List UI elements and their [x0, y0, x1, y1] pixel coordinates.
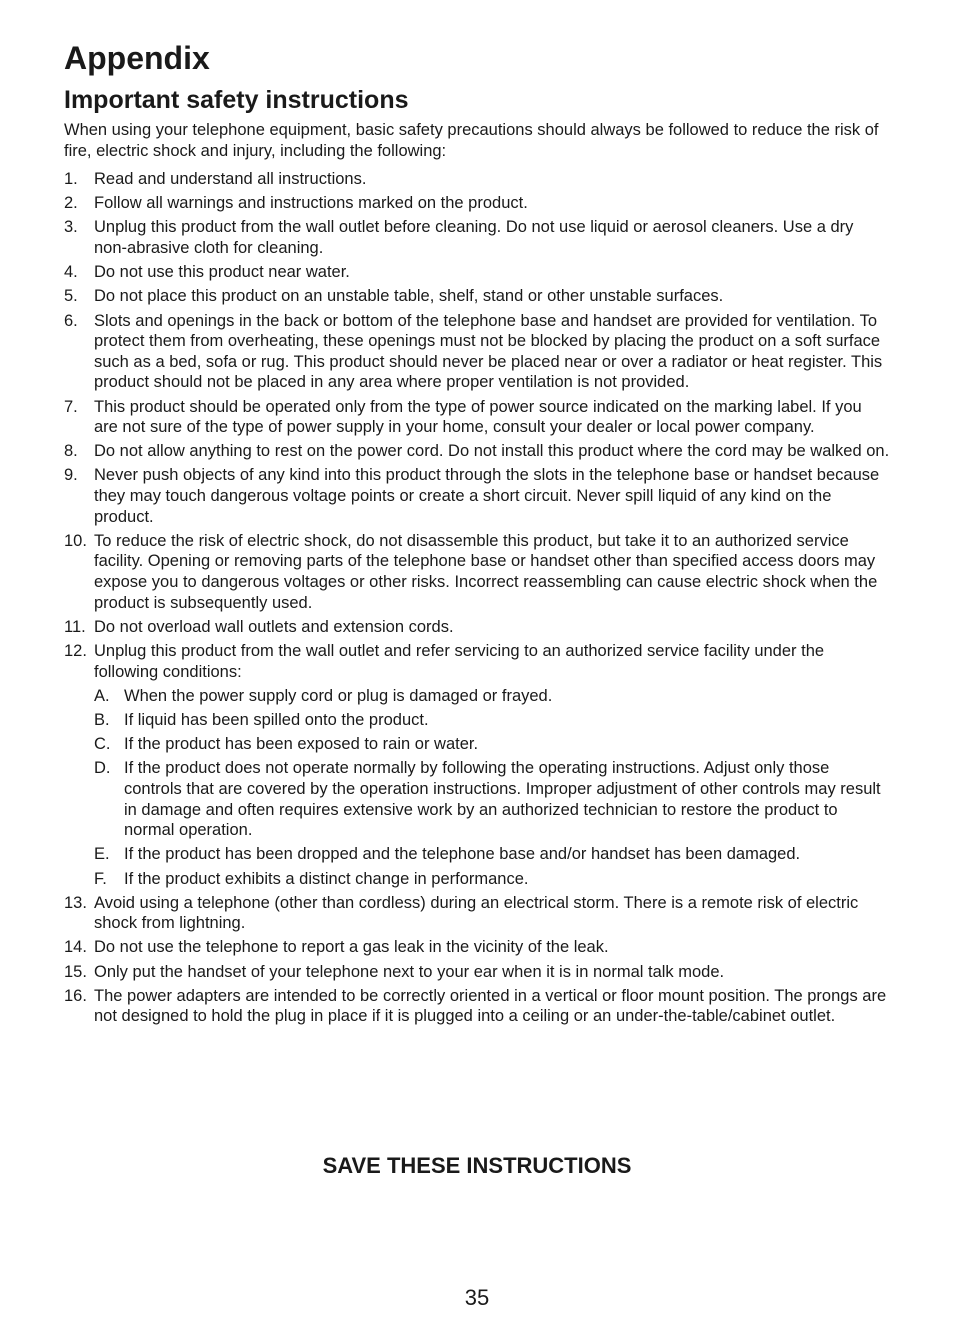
list-item	[64, 531, 890, 613]
item-letter: B.	[94, 710, 110, 729]
list-item	[64, 217, 890, 258]
list-item	[64, 893, 890, 934]
sub-list-item	[94, 686, 890, 707]
item-number: 5.	[64, 287, 78, 306]
item-text: Do not allow anything to rest on the power cord. Do not install this product where the cord may be walked on.	[94, 442, 890, 461]
item-number: 13.	[64, 893, 87, 912]
page-title: Appendix	[64, 40, 210, 76]
list-item	[64, 397, 890, 438]
save-instructions-heading: SAVE THESE INSTRUCTIONS	[322, 1153, 632, 1178]
item-text: To reduce the risk of electric shock, do not disassemble this product, but take it to an authorized service facility. Opening or removing parts of the telephone base or handset other than specified access doors may expose you to dangerous voltages or other risks. Incorrect reassembling can cause electric shock when the product is subsequently used.	[94, 531, 878, 612]
item-text: The power adapters are intended to be correctly oriented in a vertical or floor mount position. The prongs are not designed to hold the plug in place if it is plugged into a ceiling or an under-the-table/cabinet outlet.	[94, 986, 887, 1026]
list-item	[64, 617, 890, 638]
safety-instructions-list	[64, 169, 890, 1031]
item-text: If the product does not operate normally by following the operating instructions. Adjust only those controls that are covered by the operation instructions. Improper adjustment of other controls may result in damage and often requires extensive work by an authorized technician to restore the product to normal operation.	[124, 759, 881, 840]
page-number: 35	[464, 1285, 490, 1310]
item-letter: E.	[94, 845, 110, 864]
item-letter: C.	[94, 735, 111, 754]
item-number: 7.	[64, 397, 78, 416]
item-text: Unplug this product from the wall outlet and refer servicing to an authorized service facility under the following conditions:	[94, 642, 825, 681]
item-text: Only put the handset of your telephone next to your ear when it is in normal talk mode.	[94, 962, 725, 981]
sub-list-item	[94, 844, 890, 865]
item-number: 6.	[64, 311, 78, 330]
item-text: When the power supply cord or plug is damaged or frayed.	[124, 686, 553, 705]
item-text: Do not use the telephone to report a gas leak in the vicinity of the leak.	[94, 938, 609, 957]
intro-paragraph: When using your telephone equipment, basic safety precautions should always be followed to reduce the risk of fire, electric shock and injury, including the following:	[64, 121, 879, 160]
list-item	[64, 169, 890, 190]
sub-list-item	[94, 710, 890, 731]
sub-list-item	[94, 758, 890, 840]
item-number: 4.	[64, 263, 78, 282]
item-text: Do not place this product on an unstable table, shelf, stand or other unstable surfaces.	[94, 287, 724, 306]
item-number: 3.	[64, 218, 78, 237]
item-number: 10.	[64, 531, 87, 550]
item-number: 14.	[64, 938, 87, 957]
list-item	[64, 986, 890, 1027]
item-text: This product should be operated only from the type of power source indicated on the marking label. If you are not sure of the type of power supply in your home, consult your dealer or local power company.	[94, 397, 862, 437]
list-item	[64, 465, 890, 527]
item-text: Never push objects of any kind into this product through the slots in the telephone base or handset because they may touch dangerous voltage points or create a short circuit. Never spill liquid of any kind on the product.	[94, 466, 880, 526]
item-text: Unplug this product from the wall outlet before cleaning. Do not use liquid or aerosol cleaners. Use a dry non-abrasive cloth for cleaning.	[94, 218, 854, 257]
list-item	[64, 311, 890, 393]
item-number: 15.	[64, 962, 87, 981]
item-letter: F.	[94, 869, 107, 888]
item-number: 8.	[64, 442, 78, 461]
item-number: 11.	[64, 617, 86, 636]
list-item	[64, 193, 890, 214]
section-heading: Important safety instructions	[64, 86, 409, 114]
list-item	[64, 937, 890, 958]
item-text: Do not use this product near water.	[94, 263, 350, 282]
item-text: Read and understand all instructions.	[94, 170, 367, 188]
sub-list-item	[94, 869, 890, 890]
item-text: Do not overload wall outlets and extension cords.	[94, 617, 454, 636]
item-text: If the product exhibits a distinct change in performance.	[124, 869, 529, 888]
item-text: If liquid has been spilled onto the product.	[124, 710, 429, 729]
item-letter: A.	[94, 686, 110, 705]
item-text: Follow all warnings and instructions marked on the product.	[94, 194, 528, 213]
list-item	[64, 641, 890, 889]
service-conditions-list	[94, 686, 890, 889]
item-text: If the product has been exposed to rain or water.	[124, 735, 479, 754]
item-number: 16.	[64, 986, 87, 1005]
item-number: 12.	[64, 642, 87, 660]
item-text: Slots and openings in the back or bottom of the telephone base and handset are provided for ventilation. To protect them from overheating, these openings must not be blocked by placing the product on a soft surface such as a bed, sofa or rug. This product should never be placed near or over a radiator or heat register. This product should not be placed in any area where proper ventilation is not provided.	[94, 311, 883, 392]
item-number: 2.	[64, 194, 78, 213]
item-letter: D.	[94, 759, 111, 778]
item-text: Avoid using a telephone (other than cordless) during an electrical storm. There is a remote risk of electric shock from lightning.	[94, 893, 859, 933]
sub-list-item	[94, 734, 890, 755]
list-item	[64, 441, 890, 462]
list-item	[64, 262, 890, 283]
item-number: 1.	[64, 170, 78, 188]
list-item	[64, 286, 890, 307]
item-number: 9.	[64, 466, 78, 485]
item-text: If the product has been dropped and the telephone base and/or handset has been damaged.	[124, 845, 801, 864]
list-item	[64, 962, 890, 983]
